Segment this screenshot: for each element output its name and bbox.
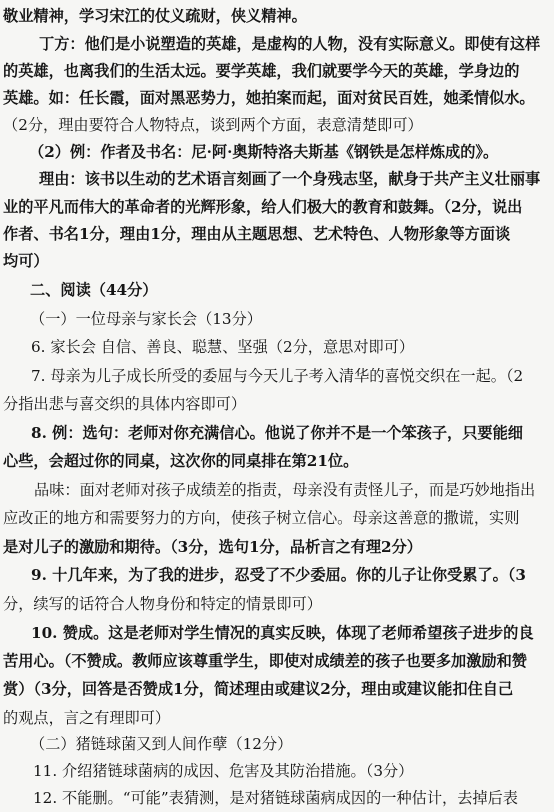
text-line: 12. 不能删。“可能”表猜测，是对猪链球菌病成因的一种估计，去掉后表 xyxy=(33,789,518,807)
text-line: 理由：该书以生动的艺术语言刻画了一个身残志坚，献身于共产主义壮丽事 xyxy=(39,170,541,188)
text-line: 心些，会超过你的同桌，这次你的同桌排在第21位。 xyxy=(3,452,359,470)
text-line: 苦用心。（不赞成。教师应该尊重学生，即使对成绩差的孩子也要多加激励和赞 xyxy=(3,652,527,670)
text-line: 品味：面对老师对孩子成绩差的指责，母亲没有责怪儿子，而是巧妙地指出 xyxy=(34,481,536,499)
text-line: （2）例：作者及书名：尼·阿·奥斯特洛夫斯基《钢铁是怎样炼成的》。 xyxy=(29,143,499,161)
text-line: 应改正的地方和需要努力的方向，使孩子树立信心。母亲这善意的撒谎，实则 xyxy=(3,509,520,527)
text-line: 10. 赞成。这是老师对学生情况的真实反映，体现了老师希望孩子进步的良 xyxy=(31,624,534,642)
text-line: 英雄。如：任长霞，面对黑恶势力，她拍案而起，面对贫民百姓，她柔情似水。 xyxy=(3,89,535,107)
text-line: 均可） xyxy=(3,252,49,270)
text-line: 敬业精神，学习宋江的仗义疏财，侠义精神。 xyxy=(3,7,307,25)
text-line: 6. 家长会 自信、善良、聪慧、坚强（2分，意思对即可） xyxy=(31,338,415,356)
text-line: 的观点，言之有理即可） xyxy=(3,709,171,727)
text-line: 是对儿子的激励和期待。（3分，选句1分，品析言之有理2分） xyxy=(3,538,422,556)
subsection-heading: （一）一位母亲与家长会（13分） xyxy=(30,310,262,328)
text-line: 作者、书名1分，理由1分，理由从主题思想、艺术特色、人物形象等方面谈 xyxy=(3,225,511,243)
section-heading: 二、阅读（44分） xyxy=(30,281,158,299)
text-line: 8. 例：选句：老师对你充满信心。他说了你并不是一个笨孩子，只要能细 xyxy=(31,424,523,442)
text-line: 业的平凡而伟大的革命者的光辉形象，给人们极大的教育和鼓舞。（2分，说出 xyxy=(3,198,523,216)
text-line: 11. 介绍猪链球菌病的成因、危害及其防治措施。（3分） xyxy=(33,762,414,780)
subsection-heading: （二）猪链球菌又到人间作孽（12分） xyxy=(30,735,293,753)
text-line: 分，续写的话符合人物身份和特定的情景即可） xyxy=(3,595,322,613)
text-line: 赏）（3分，回答是否赞成1分，简述理由或建议2分，理由或建议能扣住自己 xyxy=(3,680,514,698)
text-line: 7. 母亲为儿子成长所受的委屈与今天儿子考入清华的喜悦交织在一起。（2 xyxy=(31,367,524,385)
text-line: （2分，理由要符合人物特点，谈到两个方面，表意清楚即可） xyxy=(3,116,423,134)
text-line: 9. 十几年来，为了我的进步，忍受了不少委屈。你的儿子让你受累了。（3 xyxy=(31,566,526,584)
text-line: 分指出悲与喜交织的具体内容即可） xyxy=(3,395,246,413)
text-line: 的英雄，也离我们的生活太远。要学英雄，我们就要学今天的英雄，学身边的 xyxy=(3,62,520,80)
text-line: 丁方：他们是小说塑造的英雄，是虚构的人物，没有实际意义。即使有这样 xyxy=(39,35,541,53)
